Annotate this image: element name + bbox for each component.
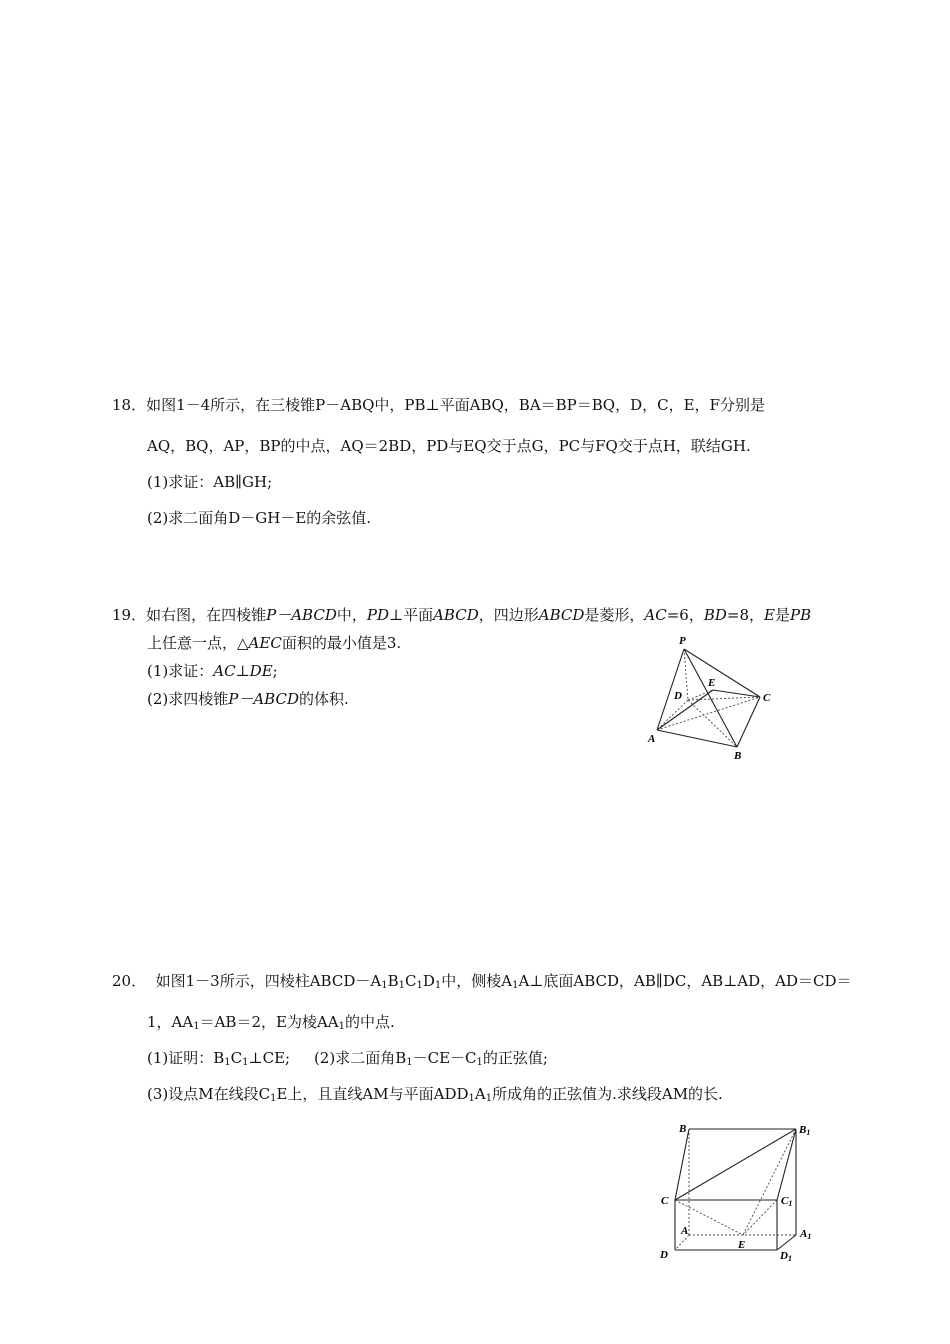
q19-var: ABCD — [538, 606, 585, 624]
q19-var: AC — [213, 662, 236, 680]
q20-text: D — [422, 972, 435, 990]
q19-text: 是菱形， — [584, 606, 645, 624]
q20-text: C — [230, 1049, 243, 1067]
q19-var: ABCD — [433, 606, 479, 624]
subscript: 1 — [468, 1093, 475, 1104]
label-C: C — [661, 1195, 669, 1207]
q19-line2 — [147, 633, 401, 653]
label-C1: C1 — [781, 1195, 793, 1208]
subscript: 1 — [381, 980, 388, 991]
q20-text: ＝AB＝2，E为棱AA — [199, 1013, 339, 1031]
q20-text: B — [387, 972, 399, 990]
edge-BC — [675, 1129, 689, 1200]
edge-C1E — [743, 1200, 777, 1235]
q19-part1 — [147, 661, 278, 681]
subscript: 1 — [224, 1057, 231, 1068]
q19-text: ，四边形 — [478, 606, 539, 624]
label-B: B — [734, 750, 742, 762]
subscript: 1 — [242, 1057, 249, 1068]
q20-text: －CE－C — [412, 1049, 477, 1067]
q20-number: 20． — [112, 972, 147, 990]
subscript: 1 — [338, 1021, 345, 1032]
q19-pyramid-figure — [640, 630, 790, 765]
q20-text: C — [404, 972, 417, 990]
edge-AB — [657, 730, 737, 747]
q20-part1-2 — [147, 1048, 548, 1068]
q20-line1 — [112, 971, 852, 991]
q19-text: 如右图，在四棱锥 — [146, 606, 267, 624]
q18-number: 18． — [112, 396, 147, 414]
label-E: E — [708, 677, 716, 689]
q20-text: 中，侧棱A — [441, 972, 513, 990]
q19-text: (1)求证： — [147, 662, 214, 680]
q19-number: 19． — [112, 606, 147, 624]
label-P: P — [679, 635, 686, 647]
label-C: C — [763, 692, 771, 704]
q18-part1: (1)求证：AB∥GH; — [147, 473, 273, 491]
subscript: 1 — [193, 1021, 200, 1032]
q19-var: AC — [644, 606, 667, 624]
q19-var: PD — [366, 606, 389, 624]
q19-text: =8， — [726, 606, 765, 624]
q18-line2: AQ，BQ，AP，BP的中点，AQ＝2BD，PD与EQ交于点G，PC与FQ交于点H，联结GH. — [147, 437, 751, 455]
edge-D1A1 — [777, 1235, 796, 1250]
label-E: E — [738, 1239, 746, 1251]
edge-AD — [675, 1235, 689, 1250]
q20-text: 1，AA — [147, 1013, 194, 1031]
q19-text: 中， — [336, 606, 367, 624]
q19-text: 面积的最小值是3. — [281, 634, 402, 652]
subscript: 1 — [476, 1057, 483, 1068]
q19-var: P－ABCD — [228, 690, 299, 708]
edge-PC — [684, 649, 760, 697]
q19-part2 — [147, 689, 349, 709]
label-A: A — [681, 1225, 689, 1237]
q20-line2 — [147, 1012, 395, 1032]
subscript: 1 — [398, 980, 405, 991]
q18-part2: (2)求二面角D－GH－E的余弦值. — [147, 509, 372, 527]
q19-var: P－ABCD — [266, 606, 337, 624]
q19-text: ⊥平面 — [388, 606, 434, 624]
q20-text: A⊥底面ABCD，AB∥DC，AB⊥AD，AD＝CD＝ — [518, 972, 852, 990]
label-B1: B1 — [799, 1124, 811, 1137]
q20-text: 如图1－3所示，四棱柱ABCD－A — [155, 972, 382, 990]
q20-text: A — [474, 1085, 486, 1103]
q19-line1 — [112, 605, 811, 625]
q20-prism-figure — [655, 1118, 825, 1268]
subscript: 1 — [512, 980, 519, 991]
q19-text: 是 — [774, 606, 790, 624]
q20-text: (2)求二面角B — [313, 1049, 407, 1067]
label-A1: A1 — [800, 1228, 812, 1241]
subscript: 1 — [485, 1093, 493, 1104]
q19-text: 的体积. — [298, 690, 349, 708]
q20-text: 所成角的正弦值为.求线段AM的长. — [492, 1085, 723, 1103]
q20-text: E上，且直线AM与平面ADD — [276, 1085, 469, 1103]
q19-text: =6， — [666, 606, 704, 624]
edge-AC — [657, 697, 760, 730]
q18-line1 — [112, 395, 765, 415]
q19-text: ; — [272, 662, 278, 680]
edge-BC — [737, 697, 760, 747]
q18-text-line1: 如图1－4所示，在三棱锥P－ABQ中，PB⊥平面ABQ，BA＝BP＝BQ，D，C，E，F分别是 — [146, 396, 765, 414]
q19-var: PB — [790, 606, 812, 624]
edge-PD — [684, 649, 688, 700]
edge-AE — [657, 690, 713, 730]
q19-text: (2)求四棱锥 — [147, 690, 229, 708]
q19-text: ⊥ — [235, 662, 250, 680]
edge-CB1 — [675, 1129, 796, 1200]
q19-var: BD — [703, 606, 727, 624]
edge-EC — [713, 690, 760, 697]
subscript: 1 — [434, 980, 442, 991]
label-A: A — [648, 733, 656, 745]
q20-text: 的正弦值; — [482, 1049, 548, 1067]
label-D: D — [660, 1249, 668, 1261]
q20-part3 — [147, 1084, 723, 1104]
label-D: D — [674, 690, 682, 702]
subscript: 1 — [406, 1057, 413, 1068]
label-D1: D1 — [780, 1250, 792, 1263]
q20-text: (1)证明：B — [147, 1049, 225, 1067]
q20-text: ⊥CE; — [248, 1049, 291, 1067]
q20-text: 的中点. — [344, 1013, 395, 1031]
subscript: 1 — [270, 1093, 277, 1104]
edge-B1C1 — [777, 1129, 796, 1200]
q19-var: E — [764, 606, 775, 624]
q20-text: (3)设点M在线段C — [147, 1085, 271, 1103]
q19-text: 上任意一点，△ — [147, 634, 249, 652]
subscript: 1 — [416, 980, 423, 991]
q19-var: AEC — [248, 634, 282, 652]
label-B: B — [679, 1123, 687, 1135]
q19-var: DE — [249, 662, 273, 680]
